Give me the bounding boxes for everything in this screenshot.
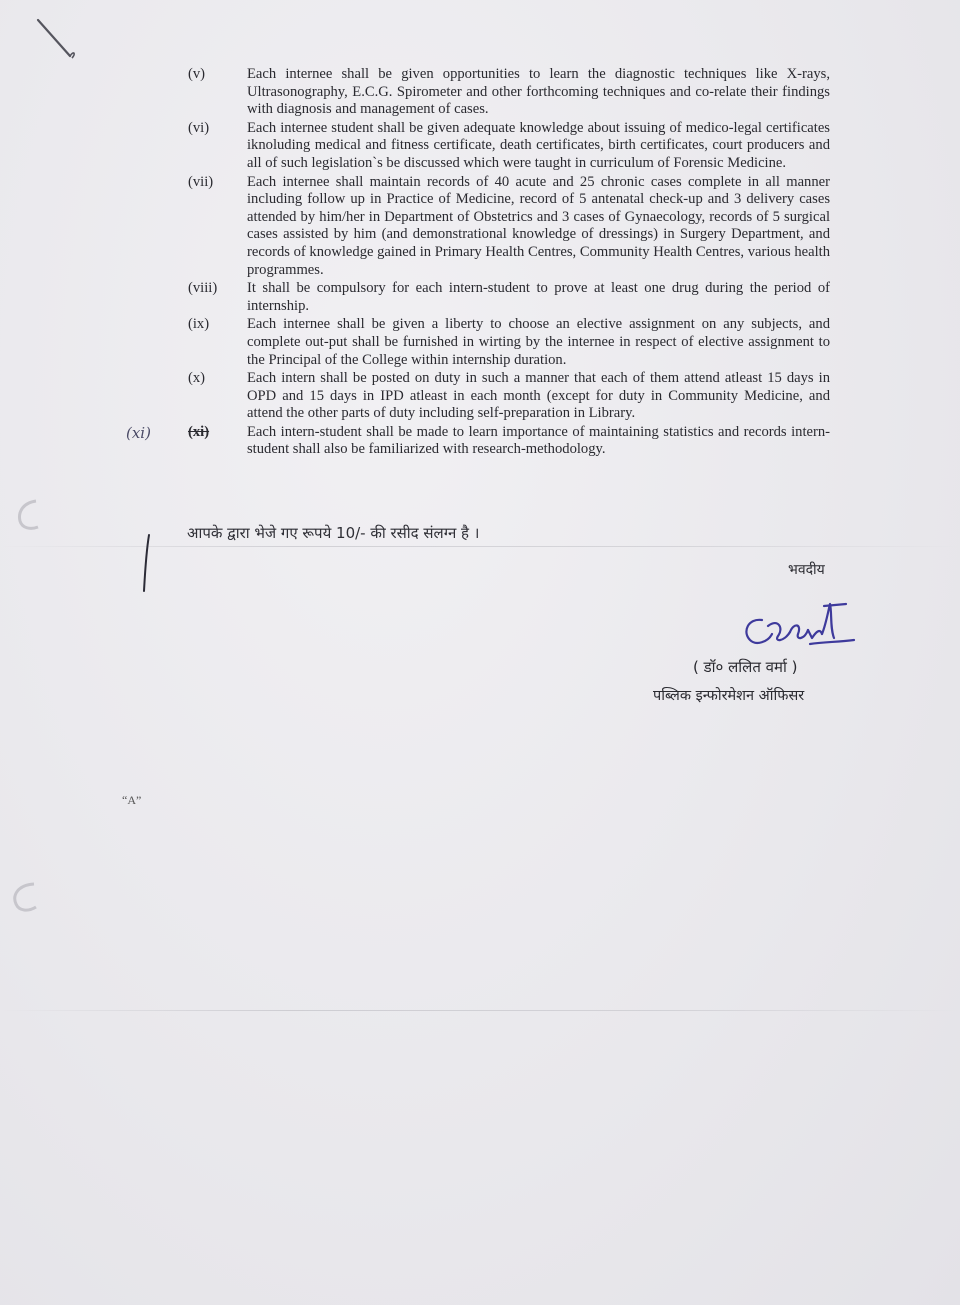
clause-text: Each internee shall be given a liberty to choose an elective assignment on any subjects, and complete out-put shall be furnished in wirting by the internee in respect of elective assignment to the Principal of the College within internship duration. — [247, 316, 830, 368]
clause-text: Each intern shall be posted on duty in such a manner that each of them attend atleast 15 days in OPD and 15 days in IPD atleast in each month (except for duty in Community Medicine, and attend the other parts of duty including self-preparation in Library. — [247, 370, 830, 422]
receipt-note: आपके द्वारा भेजे गए रूपये 10/- की रसीद संलग्न है । — [187, 524, 480, 542]
clause-item — [188, 370, 830, 423]
signature — [738, 598, 858, 656]
clause-number: (x) — [188, 370, 206, 387]
punch-hole — [8, 880, 42, 916]
closing-salutation: भवदीय — [788, 562, 825, 578]
clause-number-struck: (xi) — [188, 423, 210, 440]
footer-mark: “A” — [122, 793, 142, 807]
clause-number: (ix) — [188, 316, 210, 333]
margin-pen-mark — [140, 533, 154, 595]
clause-text: Each internee shall maintain records of 40 acute and 25 chronic cases complete in all manner including follow up in Practice of Medicine, record of 5 antenatal check-up and 3 delivery cases attended by him/her in Department of Obstetrics and 3 cases of Gynaecology, records of 5 surgical cases assisted by him (and demonstrational knowledge of dressings) in Surgery Department, and records of knowledge gained in Primary Health Centres, Community Health Centres, various health programmes. — [247, 173, 830, 278]
signatory-title: पब्लिक इन्फोरमेशन ऑफिसर — [653, 688, 805, 704]
clause-item — [188, 280, 830, 315]
clause-text: Each internee student shall be given adequate knowledge about issuing of medico-legal certificates iknoluding medical and fitness certificate, death certificates, birth certificates, court producers and all of such legislation`s be discussed which were taught in curriculum of Forensic Medicine. — [247, 119, 830, 171]
clause-number: (vii) — [188, 173, 214, 190]
handwritten-clause-number: (xi) — [126, 423, 151, 442]
punch-hole — [14, 497, 44, 533]
clause-text: Each intern-student shall be made to learn importance of maintaining statistics and records intern-student shall also be familiarized with research-methodology. — [247, 423, 830, 458]
fold-line — [0, 1010, 960, 1011]
clause-item — [126, 423, 830, 459]
clause-number: (viii) — [188, 280, 218, 297]
clause-item — [188, 174, 830, 280]
clause-item — [188, 120, 830, 173]
staple-mark — [36, 18, 80, 62]
clause-text: It shall be compulsory for each intern-student to prove at least one drug during the period of internship. — [247, 280, 830, 314]
clause-number: (v) — [188, 66, 206, 82]
clause-item — [188, 66, 830, 119]
clause-text: Each internee shall be given opportunities to learn the diagnostic techniques like X-rays, Ultrasonography, E.C.G. Spirometer and other forthcoming techniques and co-relate their findings with diagnosis and management of cases. — [247, 66, 830, 118]
signatory-name: ( डॉ० ललित वर्मा ) — [693, 658, 798, 676]
clause-list — [126, 66, 830, 460]
clause-number: (vi) — [188, 119, 210, 136]
clause-item — [188, 316, 830, 369]
